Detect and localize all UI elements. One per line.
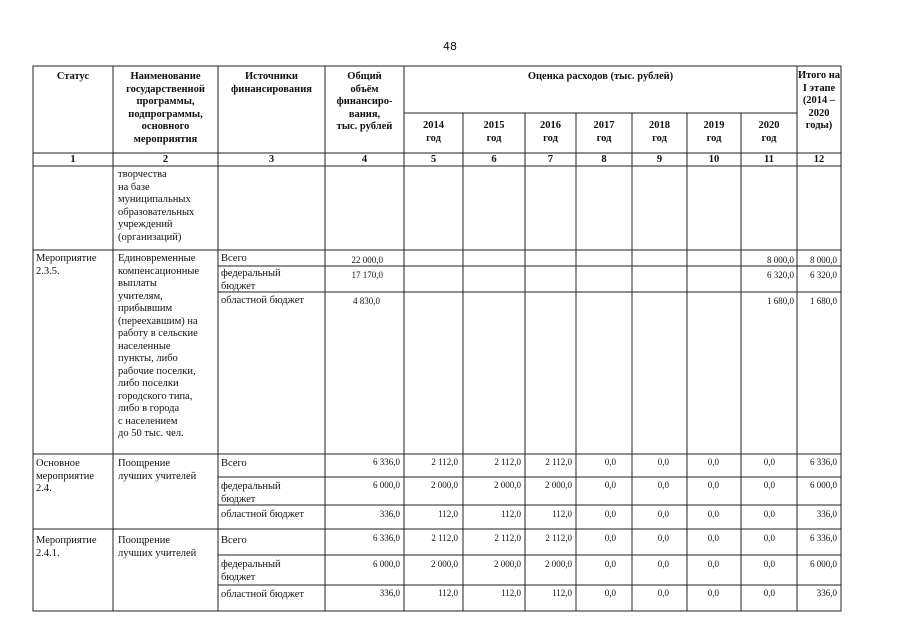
header-estimate: Оценка расходов (тыс. рублей) — [527, 71, 674, 82]
cell-2017: 0,0 — [604, 509, 616, 519]
row-status-2-3-5: Мероприятие 2.3.5. — [36, 253, 97, 277]
source-label: федеральный бюджет — [221, 481, 281, 505]
total-cell: 22 000,0 — [351, 255, 383, 265]
cell-2018: 0,0 — [657, 457, 669, 467]
cell-2015: 2 000,0 — [494, 559, 521, 569]
total-cell: 6 336,0 — [373, 533, 400, 543]
header-year-2015: 2015 год — [483, 120, 505, 144]
col-number-3: 3 — [268, 154, 275, 165]
cell-2017: 0,0 — [604, 533, 616, 543]
cell-2014: 2 000,0 — [431, 480, 458, 490]
total-cell: 336,0 — [379, 509, 400, 519]
header-year-2017: 2017 год — [593, 120, 615, 144]
col-number-1: 1 — [70, 154, 76, 165]
header-year-2020: 2020 год — [758, 120, 780, 144]
itogo-cell: 1 680,0 — [810, 296, 837, 306]
col-number-8: 8 — [601, 154, 607, 165]
source-label: Всего — [221, 253, 247, 264]
source-label: областной бюджет — [221, 589, 304, 600]
col-number-7: 7 — [547, 154, 554, 165]
col-number-9: 9 — [656, 154, 663, 165]
cell-2015: 112,0 — [501, 588, 521, 598]
itogo-cell: 6 336,0 — [810, 457, 837, 467]
row-name-2-3-5: Единовременные компенсационные выплаты учителям, прибывшим (переехавшим) на работу в сельские населенные пункты, либо рабочие поселки, либо поселки городского типа, либо в города с населением до 50 тыс. чел. — [118, 253, 200, 439]
source-label: Всего — [221, 458, 247, 469]
col-number-10: 10 — [708, 154, 720, 165]
col-number-11: 11 — [764, 154, 774, 165]
cell-2018: 0,0 — [657, 533, 669, 543]
itogo-cell: 6 000,0 — [810, 480, 837, 490]
header-year-2018: 2018 год — [649, 120, 670, 144]
total-cell: 336,0 — [379, 588, 400, 598]
total-cell: 4 830,0 — [353, 296, 380, 306]
col-number-5: 5 — [430, 154, 437, 165]
source-label: областной бюджет — [221, 509, 304, 520]
cell-2015: 2 112,0 — [494, 457, 521, 467]
cell-2016: 2 000,0 — [545, 480, 572, 490]
cell-2015: 2 112,0 — [494, 533, 521, 543]
cell-2014: 112,0 — [438, 509, 458, 519]
itogo-cell: 8 000,0 — [810, 255, 837, 265]
cell-2019: 0,0 — [707, 509, 719, 519]
cell-2014: 2 112,0 — [431, 533, 458, 543]
cell-2018: 0,0 — [657, 559, 669, 569]
source-label: Всего — [221, 535, 247, 546]
cell-2016: 112,0 — [552, 588, 572, 598]
cell-2019: 0,0 — [707, 457, 719, 467]
itogo-cell: 6 320,0 — [810, 270, 837, 280]
cell-2019: 0,0 — [707, 533, 719, 543]
source-label: федеральный бюджет — [221, 268, 281, 292]
total-cell: 6 000,0 — [373, 559, 400, 569]
cell-2020: 6 320,0 — [767, 270, 794, 280]
cell-2016: 112,0 — [552, 509, 572, 519]
col-number-4: 4 — [361, 154, 368, 165]
cell-2018: 0,0 — [657, 480, 669, 490]
continuation-name: творчества на базе муниципальных образовательных учреждений (организаций) — [118, 169, 195, 243]
cell-2020: 0,0 — [763, 480, 775, 490]
cell-2017: 0,0 — [604, 457, 616, 467]
cell-2020: 0,0 — [763, 509, 775, 519]
itogo-cell: 6 000,0 — [810, 559, 837, 569]
total-cell: 6 000,0 — [373, 480, 400, 490]
cell-2020: 0,0 — [763, 559, 775, 569]
cell-2019: 0,0 — [707, 480, 719, 490]
cell-2019: 0,0 — [707, 588, 719, 598]
header-year-2014: 2014 год — [423, 120, 444, 144]
header-year-2019: 2019 год — [703, 120, 725, 144]
cell-2020: 8 000,0 — [767, 255, 794, 265]
cell-2017: 0,0 — [604, 559, 616, 569]
cell-2016: 2 112,0 — [545, 533, 572, 543]
source-label: областной бюджет — [221, 295, 304, 306]
total-cell: 6 336,0 — [373, 457, 400, 467]
header-status: Статус — [56, 71, 90, 82]
total-cell: 17 170,0 — [351, 270, 383, 280]
header-itogo: Итого на I этапе (2014 – 2020 годы) — [797, 70, 841, 131]
header-sources: Источники финансирования — [231, 71, 312, 95]
cell-2018: 0,0 — [657, 509, 669, 519]
cell-2014: 2 112,0 — [431, 457, 458, 467]
header-name: Наименование государственной программы, подпрограммы, основного мероприятия — [126, 71, 205, 145]
itogo-cell: 336,0 — [816, 509, 837, 519]
row-status-2-4-1: Мероприятие 2.4.1. — [36, 535, 97, 559]
cell-2018: 0,0 — [657, 588, 669, 598]
source-label: федеральный бюджет — [221, 559, 281, 583]
page-number: 48 — [443, 40, 457, 53]
cell-2014: 112,0 — [438, 588, 458, 598]
cell-2016: 2 112,0 — [545, 457, 572, 467]
cell-2020: 0,0 — [763, 588, 775, 598]
cell-2020: 0,0 — [763, 457, 775, 467]
header-year-2016: 2016 год — [540, 120, 561, 144]
cell-2019: 0,0 — [707, 559, 719, 569]
cell-2015: 112,0 — [501, 509, 521, 519]
col-number-12: 12 — [813, 154, 825, 165]
header-total: Общий объём финансиро- вания, тыс. рублей — [336, 71, 393, 132]
cell-2017: 0,0 — [604, 588, 616, 598]
col-number-2: 2 — [162, 154, 169, 165]
cell-2016: 2 000,0 — [545, 559, 572, 569]
col-number-6: 6 — [491, 154, 497, 165]
row-name-2-4: Поощрение лучших учителей — [118, 458, 197, 482]
row-name-2-4-1: Поощрение лучших учителей — [118, 535, 197, 559]
itogo-cell: 336,0 — [816, 588, 837, 598]
cell-2020: 1 680,0 — [767, 296, 794, 306]
cell-2020: 0,0 — [763, 533, 775, 543]
cell-2017: 0,0 — [604, 480, 616, 490]
row-status-2-4: Основное мероприятие 2.4. — [36, 458, 94, 494]
cell-2015: 2 000,0 — [494, 480, 521, 490]
itogo-cell: 6 336,0 — [810, 533, 837, 543]
cell-2014: 2 000,0 — [431, 559, 458, 569]
